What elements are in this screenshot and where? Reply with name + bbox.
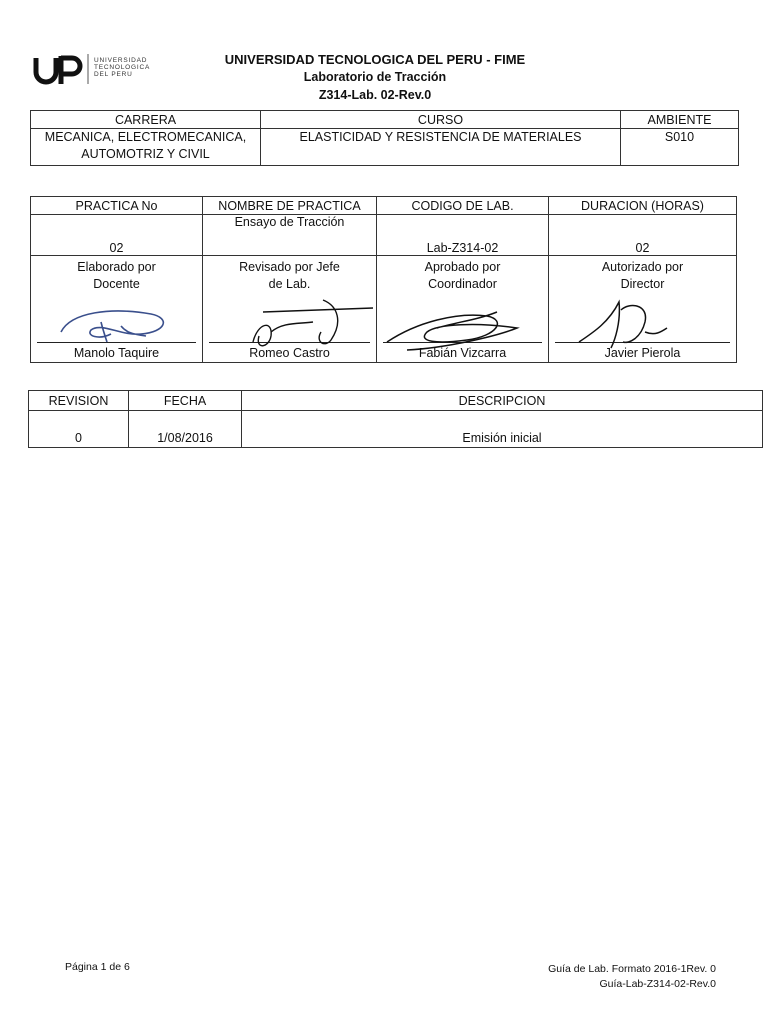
ambiente-value: S010 — [621, 129, 739, 166]
fecha-header: FECHA — [129, 391, 242, 411]
carrera-header: CARRERA — [31, 111, 261, 129]
descripcion-header: DESCRIPCION — [242, 391, 763, 411]
approval-role: Aprobado por Coordinador — [424, 260, 501, 291]
approval-role: Autorizado por Director — [601, 260, 684, 291]
curso-value: ELASTICIDAD Y RESISTENCIA DE MATERIALES — [261, 129, 621, 166]
nombre-practica-header: NOMBRE DE PRACTICA — [203, 197, 377, 215]
revision-value: 0 — [29, 411, 129, 448]
footer-codes — [548, 962, 716, 992]
approval-role: Elaborado por Docente — [77, 260, 156, 291]
signature-image — [31, 292, 203, 354]
logo-text: UNIVERSIDAD TECNOLOGICA DEL PERU — [94, 57, 150, 78]
approval-name: Javier Pierola — [604, 346, 681, 360]
signature-image — [549, 292, 737, 354]
practice-table — [30, 196, 737, 363]
lab-code: Z314-Lab. 02-Rev.0 — [318, 88, 432, 102]
page-number: Página 1 de 6 — [65, 961, 130, 973]
descripcion-value: Emisión inicial — [242, 411, 763, 448]
approval-revisado — [203, 256, 377, 363]
university-title: UNIVERSIDAD TECNOLOGICA DEL PERU - FIME — [224, 52, 526, 67]
approval-name: Fabián Vizcarra — [418, 346, 507, 360]
approval-name: Manolo Taquire — [73, 346, 160, 360]
approval-elaborado — [31, 256, 203, 363]
nombre-practica-value: Ensayo de Tracción — [203, 215, 377, 256]
approval-name: Romeo Castro — [249, 346, 330, 360]
approval-aprobado — [377, 256, 549, 363]
curso-header: CURSO — [261, 111, 621, 129]
duracion-header: DURACION (HORAS) — [549, 197, 737, 215]
format-code: Guía de Lab. Formato 2016-1Rev. 0 — [548, 963, 716, 975]
approval-role: Revisado por Jefe de Lab. — [239, 260, 340, 291]
document-code: Guía-Lab-Z314-02-Rev.0 — [599, 978, 716, 990]
revision-table — [28, 390, 763, 448]
fecha-value: 1/08/2016 — [129, 411, 242, 448]
codigo-lab-value: Lab-Z314-02 — [377, 215, 549, 256]
approval-autorizado — [549, 256, 737, 363]
practica-no-header: PRACTICA No — [31, 197, 203, 215]
lab-title: Laboratorio de Tracción — [303, 70, 447, 84]
codigo-lab-header: CODIGO DE LAB. — [377, 197, 549, 215]
signature-image — [377, 292, 549, 354]
course-table — [30, 110, 739, 166]
carrera-value: MECANICA, ELECTROMECANICA, AUTOMOTRIZ Y CIVIL — [31, 129, 261, 166]
practica-no-value: 02 — [31, 215, 203, 256]
signature-image — [203, 292, 377, 354]
ambiente-header: AMBIENTE — [621, 111, 739, 129]
revision-header: REVISION — [29, 391, 129, 411]
duracion-value: 02 — [549, 215, 737, 256]
utp-logo-mark — [32, 50, 92, 88]
utp-logo — [32, 50, 172, 88]
document-header — [200, 52, 550, 104]
